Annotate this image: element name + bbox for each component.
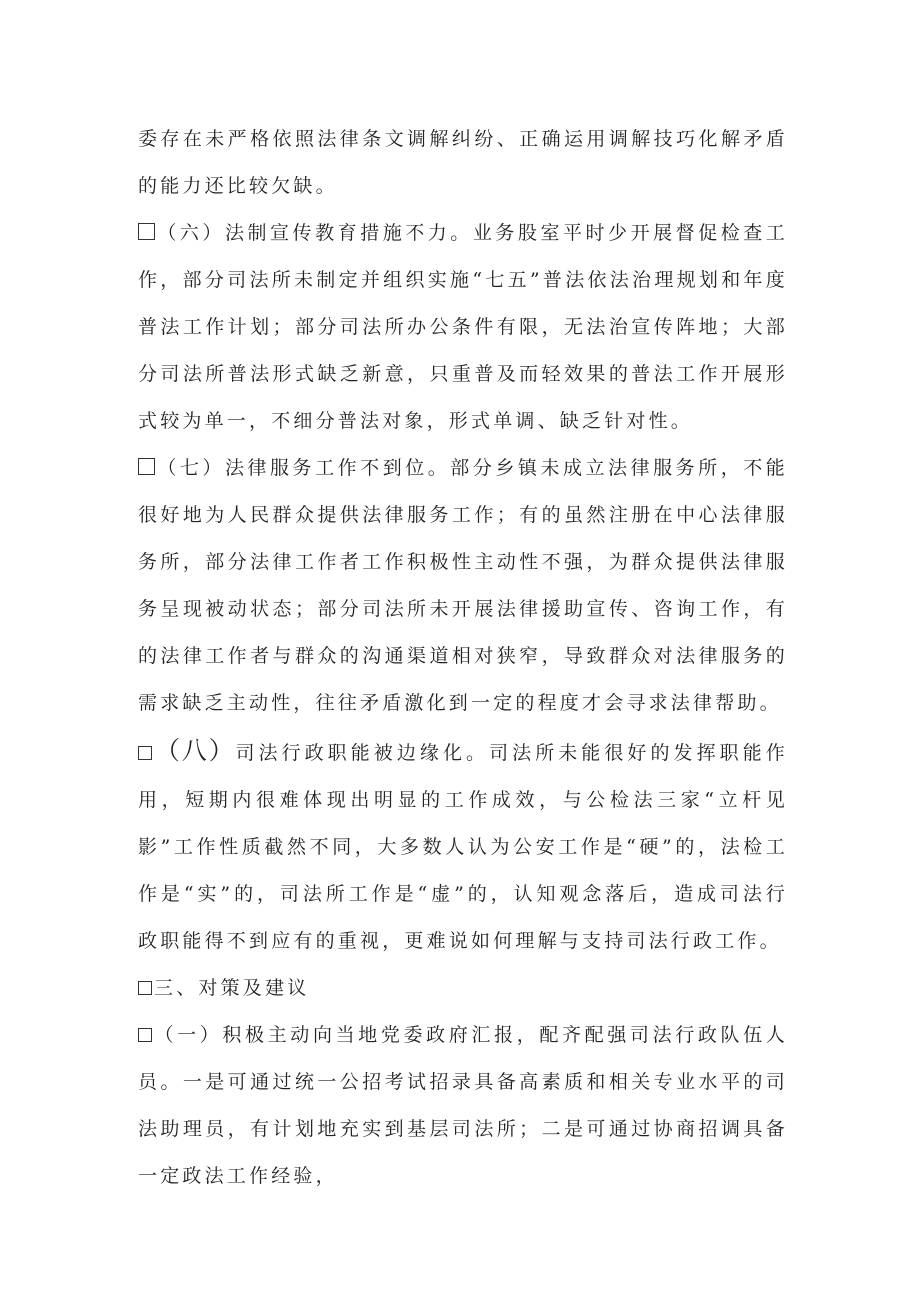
checkbox-glyph-icon bbox=[138, 223, 155, 240]
heading-text: 三、对策及建议 bbox=[154, 977, 310, 999]
section-number: （一） bbox=[154, 1024, 223, 1046]
paragraph-text: 委存在未严格依照法律条文调解纠纷、正确运用调解技巧化解矛盾的能力还比较欠缺。 bbox=[138, 128, 788, 197]
section-number: （八） bbox=[154, 736, 236, 765]
checkbox-glyph-icon bbox=[138, 981, 152, 995]
checkbox-glyph-icon bbox=[138, 746, 152, 760]
section-number: （六） bbox=[157, 222, 225, 244]
paragraph-text: 法制宣传教育措施不力。业务股室平时少开展督促检查工作，部分司法所未制定并组织实施“七五”普法依法治理规划和年度普法工作计划；部分司法所办公条件有限，无法治宣传阵地；大部分司法所普法形式缺乏新意，只重普及而轻效果的普法工作开展形式较为单一，不细分普法对象，形式单调、缺乏针对性。 bbox=[138, 222, 788, 432]
checkbox-glyph-icon bbox=[138, 1028, 152, 1042]
paragraph-seven bbox=[138, 445, 788, 727]
paragraph-text: 司法行政职能被边缘化。司法所未能很好的发挥职能作用，短期内很难体现出明显的工作成效，与公检法三家“立杆见影”工作性质截然不同，大多数人认为公安工作是“硬”的，法检工作是“实”的，司法所工作是“虚”的，认知观念落后，造成司法行政职能得不到应有的重视，更难说如何理解与支持司法行政工作。 bbox=[138, 742, 788, 952]
paragraph-text: 法律服务工作不到位。部分乡镇未成立法律服务所，不能很好地为人民群众提供法律服务工作；有的虽然注册在中心法律服务所，部分法律工作者工作积极性主动性不强，为群众提供法律服务呈现被动状态；部分司法所未开展法律援助宣传、咨询工作，有的法律工作者与群众的沟通渠道相对狭窄，导致群众对法律服务的需求缺乏主动性，往往矛盾激化到一定的程度才会寻求法律帮助。 bbox=[138, 457, 788, 714]
section-number: （七） bbox=[157, 457, 225, 479]
paragraph-continued bbox=[138, 116, 788, 210]
document-body bbox=[138, 116, 788, 1200]
paragraph-six bbox=[138, 210, 788, 445]
checkbox-glyph-icon bbox=[138, 458, 155, 475]
paragraph-text: 积极主动向当地党委政府汇报，配齐配强司法行政队伍人员。一是可通过统一公招考试招录具备高素质和相关专业水平的司法助理员，有计划地充实到基层司法所；二是可通过协商招调具备一定政法工作经验， bbox=[138, 1024, 788, 1187]
paragraph-eight bbox=[138, 727, 788, 965]
paragraph-one bbox=[138, 1012, 788, 1200]
section-heading bbox=[138, 965, 788, 1012]
